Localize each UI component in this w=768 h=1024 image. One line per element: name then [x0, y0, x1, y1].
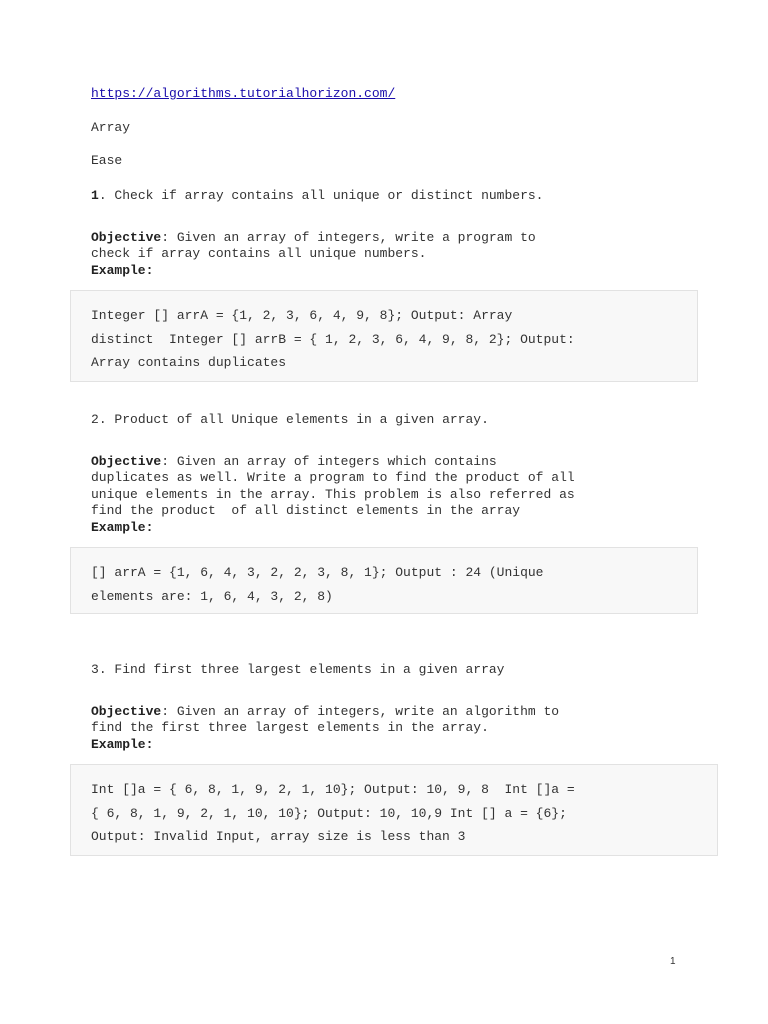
problem-2-objective-line-2: duplicates as well. Write a program to find the product of all [91, 470, 575, 485]
problem-1-title [91, 188, 544, 203]
problem-1-code-line-3: Array contains duplicates [91, 355, 287, 370]
problem-3-example-label: Example: [91, 736, 154, 752]
problem-2-objective-label: Objective [91, 453, 162, 469]
problem-3-objective-line-2: find the first three largest elements in the array. [91, 720, 489, 735]
problem-3-title [91, 662, 504, 677]
problem-3-code-block [70, 764, 718, 856]
problem-2-title-text: . Product of all Unique elements in a given array. [98, 412, 489, 427]
problem-3-code-line-1: Int []a = { 6, 8, 1, 9, 2, 1, 10}; Output: 10, 9, 8 Int []a = [91, 782, 575, 797]
problem-2-title [91, 412, 489, 427]
problem-2-code-line-1: [] arrA = {1, 6, 4, 3, 2, 2, 3, 8, 1}; Output : 24 (Unique [91, 565, 544, 580]
category-heading: Array [91, 120, 131, 135]
difficulty-heading: Ease [91, 153, 123, 168]
problem-3-objective [91, 687, 691, 753]
problem-3-objective-line-1: : Given an array of integers, write an algorithm to [161, 703, 560, 719]
problem-1-number: 1 [91, 188, 99, 203]
problem-2-code-line-2: elements are: 1, 6, 4, 3, 2, 8) [91, 589, 333, 604]
problem-3-objective-label: Objective [91, 703, 162, 719]
problem-2-objective-line-1: : Given an array of integers which contains [161, 453, 497, 469]
problem-1-code-line-1: Integer [] arrA = {1, 2, 3, 6, 4, 9, 8}; Output: Array [91, 308, 513, 323]
problem-1-objective-label: Objective [91, 229, 162, 245]
problem-1-code-line-2: distinct Integer [] arrB = { 1, 2, 3, 6, 4, 9, 8, 2}; Output: [91, 332, 575, 347]
problem-2-objective-line-3: unique elements in the array. This problem is also referred as [91, 486, 575, 502]
problem-2-code-block [70, 547, 698, 614]
problem-1-objective-line-1: : Given an array of integers, write a program to [161, 229, 536, 245]
problem-1-objective [91, 213, 691, 279]
problem-1-objective-line-2: check if array contains all unique numbers. [91, 246, 427, 261]
problem-3-code-line-3: Output: Invalid Input, array size is less than 3 [91, 829, 466, 844]
problem-1-example-label: Example: [91, 262, 154, 278]
problem-3-number: 3 [91, 662, 99, 677]
problem-2-objective [91, 437, 691, 536]
problem-2-objective-line-4: find the product of all distinct elements in the array [91, 503, 521, 518]
problem-3-title-text: . Find first three largest elements in a given array [98, 662, 505, 677]
source-url-link[interactable]: https://algorithms.tutorialhorizon.com/ [91, 86, 396, 101]
problem-3-code-line-2: { 6, 8, 1, 9, 2, 1, 10, 10}; Output: 10, 10,9 Int [] a = {6}; [91, 806, 567, 821]
problem-2-example-label: Example: [91, 519, 154, 535]
page-number: 1 [670, 956, 676, 967]
problem-2-number: 2 [91, 412, 99, 427]
problem-1-code-block [70, 290, 698, 382]
problem-1-title-text: . Check if array contains all unique or distinct numbers. [98, 188, 544, 203]
